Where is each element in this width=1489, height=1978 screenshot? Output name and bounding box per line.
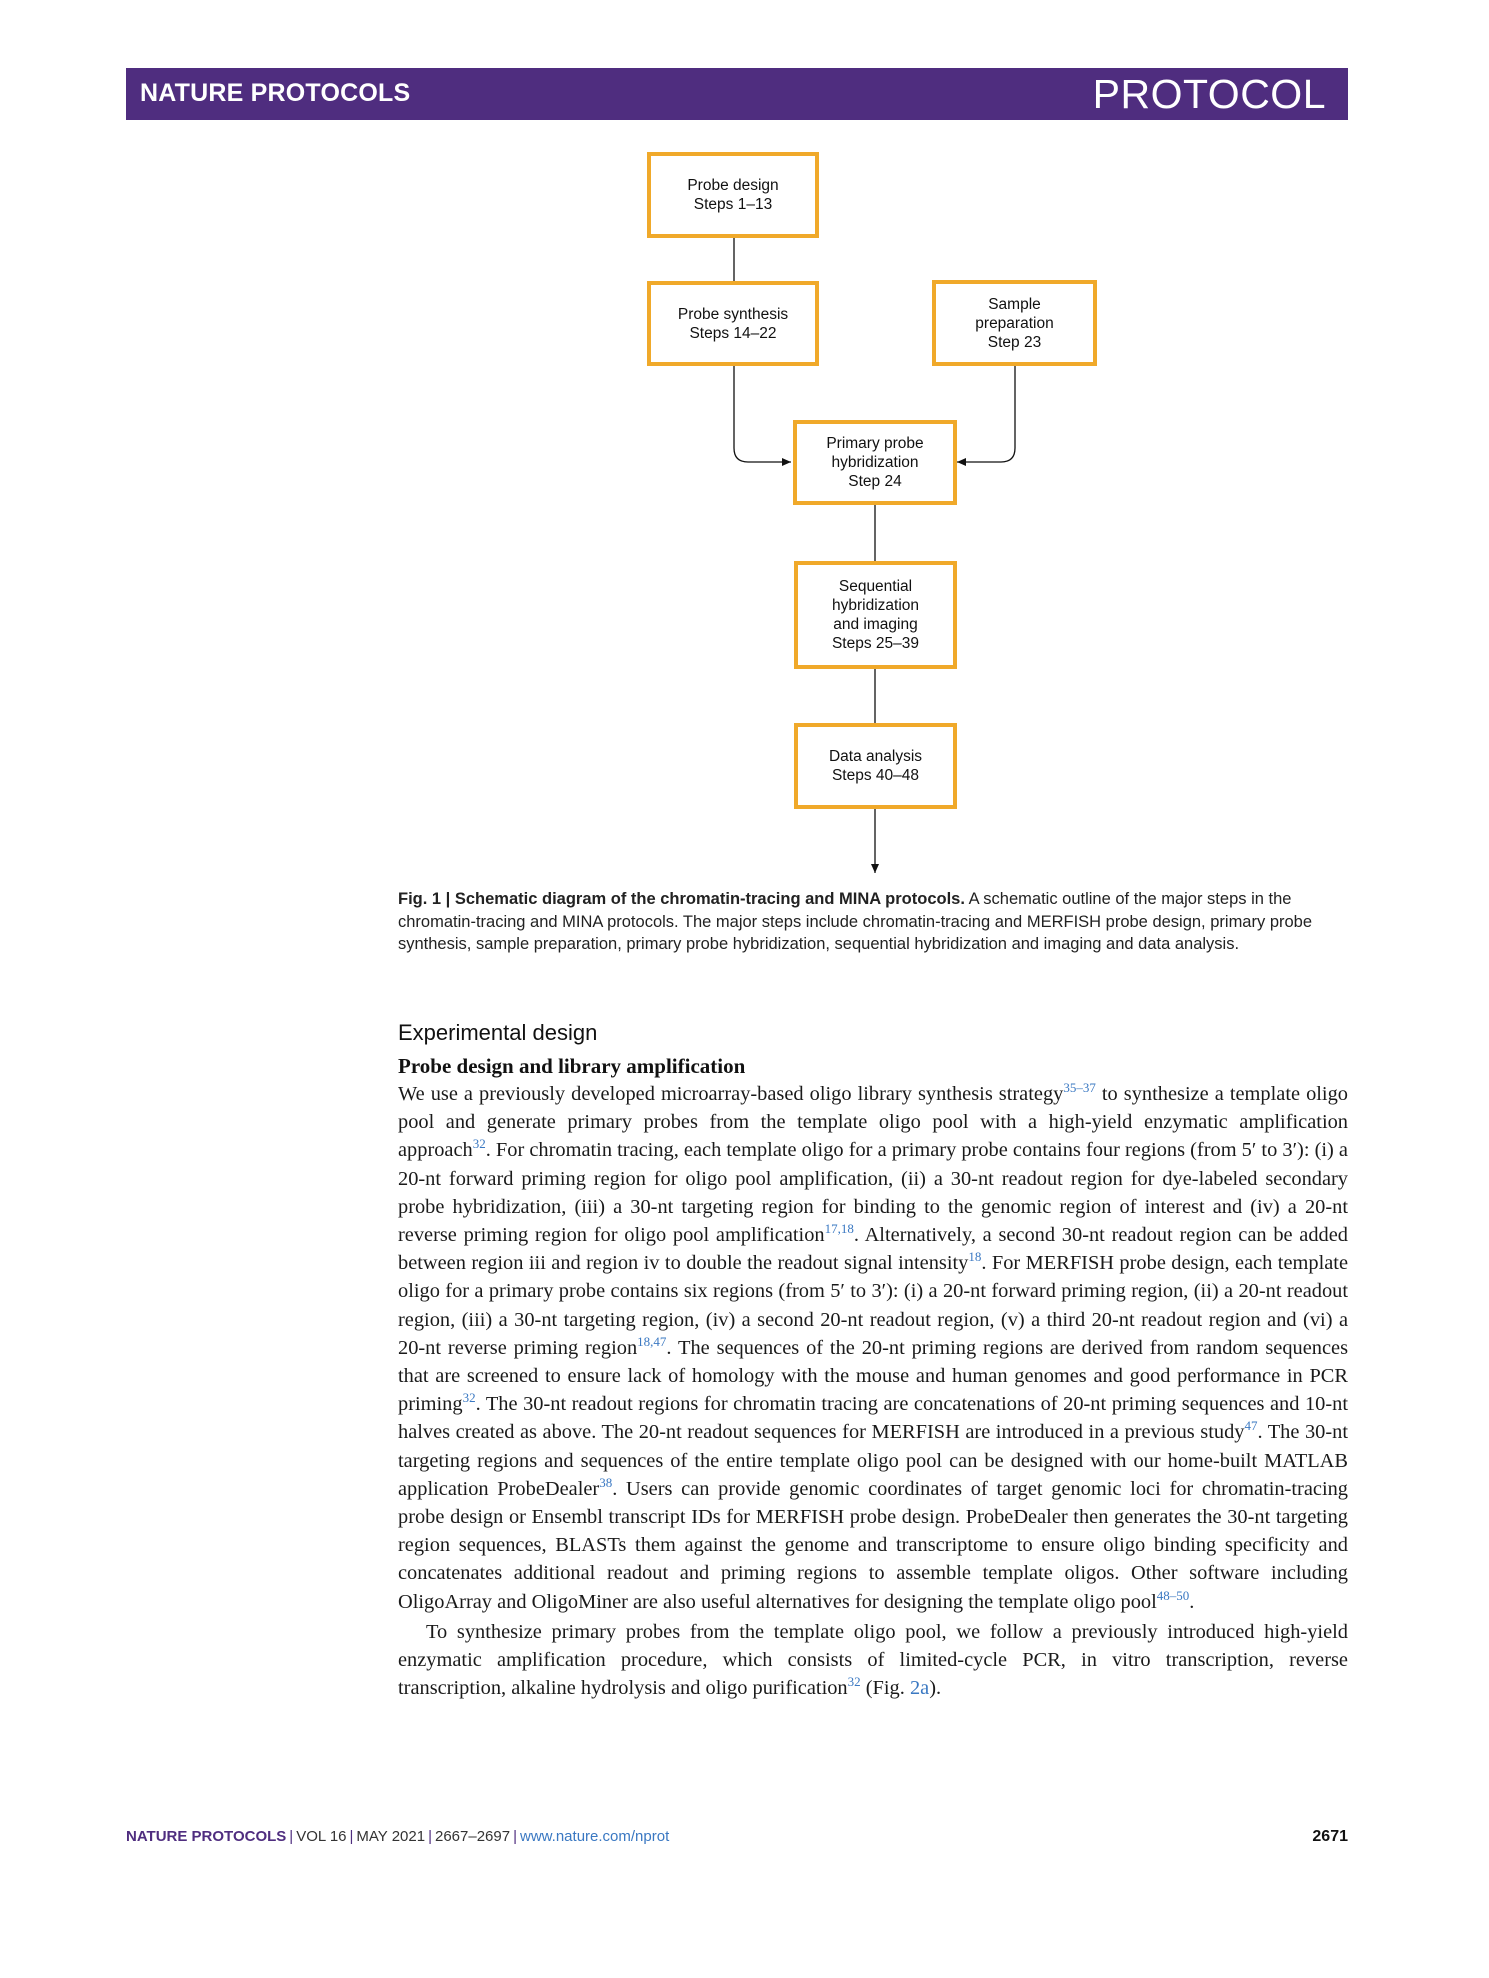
- footer-pages: 2667–2697: [435, 1828, 511, 1845]
- box-sample-preparation: [932, 280, 1097, 366]
- box-primary-hybridization-line1: Primary probe: [826, 435, 924, 452]
- figure-link[interactable]: 2a: [909, 1677, 930, 1700]
- reference-link[interactable]: 18,47: [637, 1333, 667, 1349]
- box-data-analysis-steps: Steps 40–48: [831, 767, 920, 784]
- box-sequential-line1: Sequential: [838, 578, 913, 595]
- journal-name: NATURE PROTOCOLS: [140, 79, 411, 107]
- box-probe-synthesis: [647, 281, 819, 366]
- connector-synthesis-to-hybridization: [734, 366, 791, 462]
- sub-heading: Probe design and library amplification: [398, 1054, 746, 1078]
- page-number: 2671: [1312, 1828, 1348, 1845]
- box-sample-preparation-line2: preparation: [975, 314, 1054, 332]
- footer-url-link[interactable]: www.nature.com/nprot: [520, 1828, 670, 1845]
- footer-separator: |: [513, 1828, 517, 1845]
- reference-link[interactable]: 17,18: [824, 1221, 854, 1237]
- reference-link[interactable]: 18: [968, 1249, 982, 1265]
- reference-link[interactable]: 32: [462, 1390, 476, 1406]
- box-sequential-line2: hybridization: [831, 597, 920, 614]
- caption-lead: Fig. 1 | Schematic diagram of the chromatin-tracing and MINA protocols.: [398, 890, 965, 908]
- reference-link[interactable]: 32: [847, 1674, 861, 1690]
- footer-journal: NATURE PROTOCOLS: [126, 1828, 287, 1845]
- para2-text-2: (Fig.: [860, 1677, 910, 1700]
- section-heading: Experimental design: [398, 1020, 598, 1045]
- box-probe-design: [647, 152, 819, 238]
- paragraph-1: [398, 1080, 1348, 1616]
- footer-volume: VOL 16: [296, 1828, 347, 1845]
- box-probe-synthesis-title: Probe synthesis: [677, 305, 789, 323]
- footer-citation: [126, 1828, 669, 1845]
- para1-text-8: . The 30-nt targeting regions and sequences of the entire template oligo pool can be designed with our home-built MATLAB application ProbeDealer: [398, 1421, 1349, 1500]
- reference-link[interactable]: 35–37: [1063, 1080, 1096, 1095]
- flowchart-connectors: [0, 0, 1489, 900]
- box-sequential-line3: and imaging: [833, 616, 918, 633]
- box-probe-synthesis-steps: Steps 14–22: [689, 324, 777, 342]
- para1-text-10: .: [1189, 1590, 1195, 1613]
- box-data-analysis-title: Data analysis: [828, 748, 923, 765]
- para2-text-1: To synthesize primary probes from the template oligo pool, we follow a previously introduced high-yield enzymatic amplification procedure, which consists of limited-cycle PCR, in vitro transcription, reverse transcription, alkaline hydrolysis and oligo purification: [398, 1620, 1348, 1700]
- box-probe-design-steps: Steps 1–13: [693, 196, 773, 213]
- box-sequential-hybridization-imaging: [794, 561, 957, 669]
- footer-separator: |: [349, 1828, 354, 1845]
- caption-text: A schematic outline of the major steps in the chromatin-tracing and MINA protocols. The major steps include chromatin-tracing and MERFISH probe design, primary probe synthesis, sample preparation, primary probe hybridization, sequential hybridization and imaging and data analysis.: [398, 890, 1313, 953]
- box-sequential-steps: Steps 25–39: [831, 635, 920, 652]
- box-sample-preparation-steps: Step 23: [987, 333, 1042, 351]
- reference-link[interactable]: 38: [599, 1474, 613, 1490]
- connector-sample-to-hybridization: [957, 366, 1015, 462]
- box-sample-preparation-line1: Sample: [988, 295, 1041, 313]
- para1-text-9: . Users can provide genomic coordinates of target genomic loci for chromatin-tracing probe design or Ensembl transcript IDs for MERFISH probe design. ProbeDealer then generates the 30-nt targeting region sequences, BLASTs them against the genome and transcriptome to ensure oligo binding specificity and concatenates additional readout and priming regions to assemble template oligos. Other software including OligoArray and OligoMiner are also useful alternatives for designing the template oligo pool: [398, 1477, 1348, 1613]
- para1-text-6: . The sequences of the 20-nt priming regions are derived from random sequences that are screened to ensure lack of homology with the mouse and human genomes and good performance in PCR priming: [398, 1336, 1348, 1416]
- paragraph-2: [398, 1618, 1348, 1703]
- figure-caption: [398, 888, 1348, 956]
- article-type: PROTOCOL: [1092, 71, 1326, 117]
- box-primary-probe-hybridization: [793, 420, 957, 505]
- reference-link[interactable]: 47: [1244, 1418, 1258, 1434]
- para1-text-4: . Alternatively, a second 30-nt readout region can be added between region iii and region iv to double the readout signal intensity: [398, 1224, 1348, 1275]
- reference-link[interactable]: 48–50: [1156, 1587, 1190, 1603]
- box-data-analysis: [794, 723, 957, 809]
- para1-text-5: . For MERFISH probe design, each template oligo for a primary probe contains six regions (from 5′ to 3′): (i) a 20-nt forward priming region, (ii) a 20-nt readout region, (iii) a 30-nt targeting region, (iv) a second 20-nt readout region, (v) a third 20-nt readout region and (vi) a 20-nt reverse priming region: [398, 1252, 1349, 1359]
- box-primary-hybridization-steps: Step 24: [848, 473, 902, 490]
- footer-date: MAY 2021: [356, 1828, 426, 1845]
- footer-separator: |: [428, 1828, 432, 1845]
- para2-text-3: ).: [929, 1677, 942, 1700]
- footer-separator: |: [289, 1828, 294, 1845]
- reference-link[interactable]: 32: [472, 1136, 486, 1152]
- body-text: [398, 1080, 1348, 1702]
- para1-text-1: We use a previously developed microarray-based oligo library synthesis strategy: [398, 1083, 1064, 1105]
- para1-text-2: to synthesize a template oligo pool and generate primary probes from the template oligo pool with a high-yield enzymatic amplification approach: [398, 1083, 1348, 1162]
- box-primary-hybridization-line2: hybridization: [831, 454, 919, 471]
- box-probe-design-title: Probe design: [687, 177, 779, 194]
- para1-text-3: . For chromatin tracing, each template oligo for a primary probe contains four regions (from 5′ to 3′): (i) a 20-nt forward priming region for oligo pool amplification, (ii) a 30-nt readout region for dye-labeled secondary probe hybridization, (iii) a 30-nt targeting region for binding to the genomic region of interest and (iv) a 20-nt reverse priming region for oligo pool amplification: [398, 1139, 1348, 1247]
- para1-text-7: . The 30-nt readout regions for chromatin tracing are concatenations of 20-nt priming sequences and 10-nt halves created as above. The 20-nt readout sequences for MERFISH are introduced in a previous study: [398, 1393, 1348, 1444]
